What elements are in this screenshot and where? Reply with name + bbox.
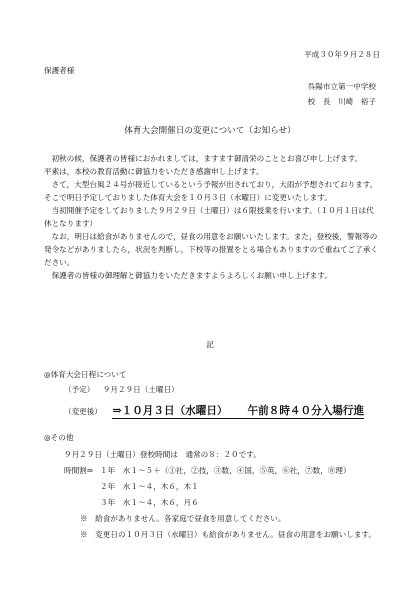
other-heading: ◎その他 [44,433,74,442]
timetable-row-grade3: ３年 水１～４，木６，月６ [100,498,199,507]
changed-time: 午前８時４０分入場行進 [247,405,365,417]
body-text [44,152,380,282]
lunch-note: ※ 給食がありません。各家庭で昼食を用意してください。 [80,514,286,523]
planned-label: （予定） [64,385,95,394]
planned-date: ９月２９日（土曜日） [102,385,179,394]
recipient: 保護者様 [44,66,75,75]
paragraph-thanks: 平素は，本校の教育活動に御協力をいただき感謝申し上げます。 [44,167,264,176]
arrival-time-note: ９月２９日（土曜日）登校時間は 通常の８：２０です。 [64,450,261,459]
planned-date-row [64,385,179,394]
schedule-heading: ◎体育大会日程について [44,370,127,379]
paragraph-lunch: なお，明日は給食がありませんので，昼食の用意をお願いいたします。また，登校後，警報等の発令などがありましたら，状況を判断し，下校等の措置をとる場合もありますので重ねてご了承ください。 [44,232,378,267]
change-day-lunch-note: ※ 変更日の１０月３日（水曜日）も給食がありません。昼食の用意をお願いします。 [80,530,376,539]
changed-schedule [112,405,364,419]
changed-date-row [64,404,364,418]
paragraph-greeting: 初秋の候，保護者の皆様におかれましては，ますます御清栄のこととお喜び申し上げます。 [51,154,363,163]
paragraph-original-date: 当初開催予定をしておりました９月２９日（土曜日）は６限授業を行います。（１０月１日は代休となります） [44,206,374,228]
issue-date: 平成３０年９月２８日 [304,50,380,59]
changed-date: １０月３日（水曜日） [121,405,228,417]
ki-marker: 記 [206,340,214,349]
timetable-label: 時間割⇒ [64,466,94,475]
timetable-row-grade2: ２年 水１～４，木６，木１ [100,482,199,491]
paragraph-closing: 保護者の皆様の御理解と御協力をいただきますようよろしくお願い申し上げます。 [51,271,332,280]
document-title: 体育大会開催日の変更について（お知らせ） [124,126,296,136]
timetable-row-grade1: １年 水１～５＋（①社，②技，③数，④国，⑤英，⑥社，⑦数，⑧理） [100,466,351,475]
changed-label: （変更後） [64,407,102,416]
arrow-icon: ⇒ [112,404,122,417]
school-name: 呉陽市立第一中学校 [307,82,376,91]
principal-name: 校 長 川崎 裕子 [307,97,376,106]
paragraph-change: さて，大型台風２４号が接近しているという予報が出されており，大雨が予想されております。そこで明日予定しておりました体育大会を１０月３日（水曜日）に変更いたします。 [44,180,378,202]
